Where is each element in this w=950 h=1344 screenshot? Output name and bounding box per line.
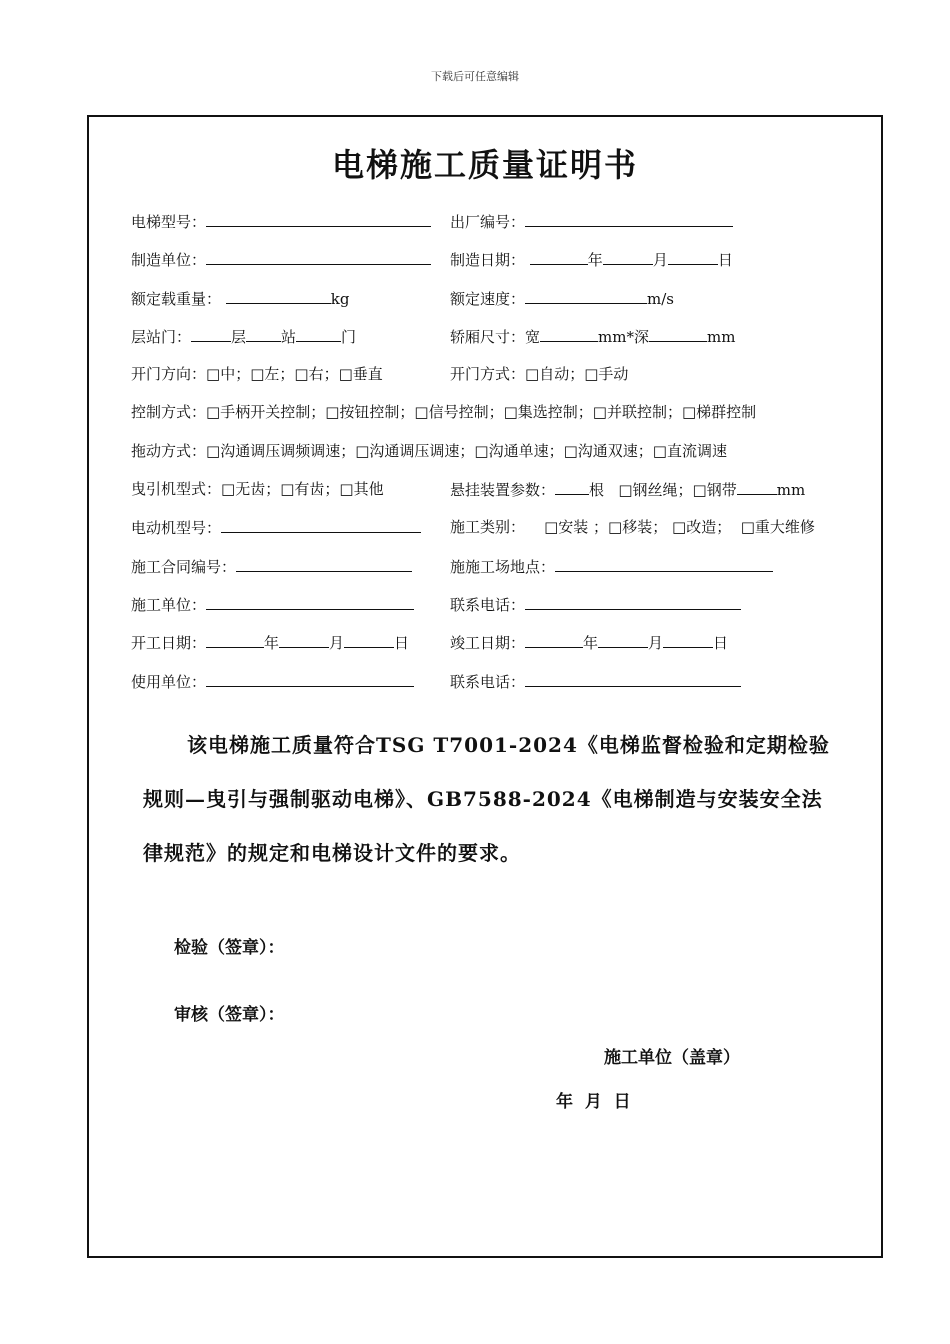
floor-unit: 层 <box>231 328 247 346</box>
phone1-row <box>450 595 741 614</box>
option-other[interactable]: □其他 <box>339 480 384 498</box>
model-field[interactable] <box>206 212 431 227</box>
day-label: 日 <box>394 634 410 652</box>
signature-date: 年 月 日 <box>556 1092 631 1112</box>
option-dc[interactable]: □直流调速 <box>652 442 727 460</box>
mfg-date-row <box>450 250 733 269</box>
option-collective[interactable]: □集选控制； <box>503 403 593 421</box>
end-year-field[interactable] <box>525 633 583 648</box>
unit-seal: 施工单位（盖章） <box>604 1048 740 1068</box>
load-unit: kg <box>330 290 350 308</box>
end-date-row <box>450 633 728 652</box>
site-label: 施施工场地点： <box>450 558 556 576</box>
start-month-field[interactable] <box>279 633 329 648</box>
door-direction-label: 开门方向： <box>131 365 207 383</box>
start-year-field[interactable] <box>206 633 264 648</box>
page-title: 电梯施工质量证明书 <box>331 146 638 184</box>
start-date-row <box>131 633 409 652</box>
site-field[interactable] <box>555 557 773 572</box>
option-right[interactable]: □右； <box>294 365 339 383</box>
end-month-field[interactable] <box>598 633 648 648</box>
mfg-month-field[interactable] <box>603 250 653 265</box>
option-manual[interactable]: □手动 <box>584 365 629 383</box>
motor-field[interactable] <box>221 518 421 533</box>
suspension-count-field[interactable] <box>555 480 589 495</box>
option-auto[interactable]: □自动； <box>525 365 585 383</box>
mm-deep-label: mm*深 <box>598 328 649 346</box>
start-day-field[interactable] <box>344 633 394 648</box>
site-row <box>450 557 773 576</box>
contractor-label: 施工单位： <box>131 596 207 614</box>
traction-label: 曳引机型式： <box>131 480 222 498</box>
year-label: 年 <box>583 634 599 652</box>
option-single-speed[interactable]: □沟通单速； <box>474 442 564 460</box>
option-relocate[interactable]: □移装； <box>608 518 668 536</box>
motor-row <box>131 518 421 537</box>
serial-field[interactable] <box>525 212 733 227</box>
speed-row <box>450 289 674 308</box>
user-label: 使用单位： <box>131 673 207 691</box>
load-field[interactable] <box>226 289 331 304</box>
control-label: 控制方式： <box>131 403 207 421</box>
phone1-label: 联系电话： <box>450 596 526 614</box>
day-label: 日 <box>717 251 733 269</box>
root-label: 根 <box>589 481 605 499</box>
load-row <box>131 289 350 308</box>
end-date-label: 竣工日期： <box>450 634 526 652</box>
model-row <box>131 212 431 231</box>
contract-row <box>131 557 412 576</box>
year-label: 年 <box>264 634 280 652</box>
phone2-label: 联系电话： <box>450 673 526 691</box>
stations-field[interactable] <box>246 327 281 342</box>
control-row <box>131 403 756 421</box>
inspection-signature: 检验（签章）： <box>174 938 285 958</box>
serial-row <box>450 212 733 231</box>
option-group[interactable]: □梯群控制 <box>681 403 757 421</box>
car-size-label: 轿厢尺寸：宽 <box>450 328 541 346</box>
option-left[interactable]: □左； <box>250 365 295 383</box>
phone2-field[interactable] <box>525 672 741 687</box>
model-label: 电梯型号： <box>131 213 207 231</box>
door-mode-label: 开门方式： <box>450 365 526 383</box>
month-label: 月 <box>329 634 345 652</box>
doors-field[interactable] <box>296 327 341 342</box>
start-date-label: 开工日期： <box>131 634 207 652</box>
option-geared[interactable]: □有齿； <box>280 480 340 498</box>
construction-type-label: 施工类别： <box>450 518 526 536</box>
month-label: 月 <box>652 251 668 269</box>
mfg-year-field[interactable] <box>530 250 588 265</box>
user-row <box>131 672 414 691</box>
option-install[interactable]: □安装 ； <box>544 518 609 536</box>
belt-mm-unit: mm <box>776 481 806 499</box>
option-steel-rope[interactable]: □钢丝绳； <box>618 481 693 499</box>
floors-field[interactable] <box>191 327 231 342</box>
suspension-row <box>450 480 805 499</box>
option-major-repair[interactable]: □重大维修 <box>740 518 815 536</box>
mm-unit: mm <box>706 328 736 346</box>
car-depth-field[interactable] <box>649 327 707 342</box>
manufacturer-row <box>131 250 431 269</box>
speed-field[interactable] <box>525 289 647 304</box>
option-steel-belt[interactable]: □钢带 <box>692 481 737 499</box>
contract-label: 施工合同编号： <box>131 558 237 576</box>
belt-size-field[interactable] <box>737 480 777 495</box>
door-direction-row <box>131 365 383 383</box>
review-signature: 审核（签章）： <box>174 1005 285 1025</box>
manufacturer-label: 制造单位： <box>131 251 207 269</box>
header-note: 下载后可任意编辑 <box>431 70 519 83</box>
day-label: 日 <box>713 634 729 652</box>
option-vvvf[interactable]: □沟通调压调频调速； <box>206 442 356 460</box>
option-duplex[interactable]: □并联控制； <box>592 403 682 421</box>
option-center[interactable]: □中； <box>206 365 251 383</box>
option-vertical[interactable]: □垂直 <box>338 365 383 383</box>
door-mode-row <box>450 365 628 383</box>
station-unit: 站 <box>281 328 297 346</box>
option-button[interactable]: □按钮控制； <box>325 403 415 421</box>
serial-label: 出厂编号： <box>450 213 526 231</box>
statement: 该电梯施工质量符合TSG T7001-2024《电梯监督检验和定期检验规则—曳引与强制驱动电梯》、GB7588-2024《电梯制造与安装安全法律规范》的规定和电梯设计文件的要求。 <box>143 733 830 865</box>
floors-row <box>131 327 356 346</box>
user-field[interactable] <box>206 672 414 687</box>
option-signal[interactable]: □信号控制； <box>414 403 504 421</box>
speed-unit: m/s <box>647 290 674 308</box>
phone2-row <box>450 672 741 691</box>
door-unit: 门 <box>341 328 357 346</box>
car-width-field[interactable] <box>540 327 598 342</box>
traction-row <box>131 480 384 498</box>
motor-label: 电动机型号： <box>131 519 222 537</box>
year-label: 年 <box>587 251 603 269</box>
manufacturer-field[interactable] <box>206 250 431 265</box>
construction-type-row <box>450 518 815 536</box>
option-gearless[interactable]: □无齿； <box>221 480 281 498</box>
option-acvv[interactable]: □沟通调压调速； <box>355 442 475 460</box>
car-size-row <box>450 327 735 346</box>
option-handle-switch[interactable]: □手柄开关控制； <box>206 403 326 421</box>
speed-label: 额定速度： <box>450 290 526 308</box>
phone1-field[interactable] <box>525 595 741 610</box>
contractor-field[interactable] <box>206 595 414 610</box>
floors-label: 层站门： <box>131 328 192 346</box>
drive-row <box>131 442 727 460</box>
contractor-row <box>131 595 414 614</box>
suspension-label: 悬挂装置参数： <box>450 481 556 499</box>
end-day-field[interactable] <box>663 633 713 648</box>
month-label: 月 <box>648 634 664 652</box>
option-modify[interactable]: □改造； <box>672 518 732 536</box>
mfg-day-field[interactable] <box>668 250 718 265</box>
mfg-date-label: 制造日期： <box>450 251 526 269</box>
option-two-speed[interactable]: □沟通双速； <box>563 442 653 460</box>
load-label: 额定载重量： <box>131 290 222 308</box>
drive-label: 拖动方式： <box>131 442 207 460</box>
contract-field[interactable] <box>236 557 412 572</box>
